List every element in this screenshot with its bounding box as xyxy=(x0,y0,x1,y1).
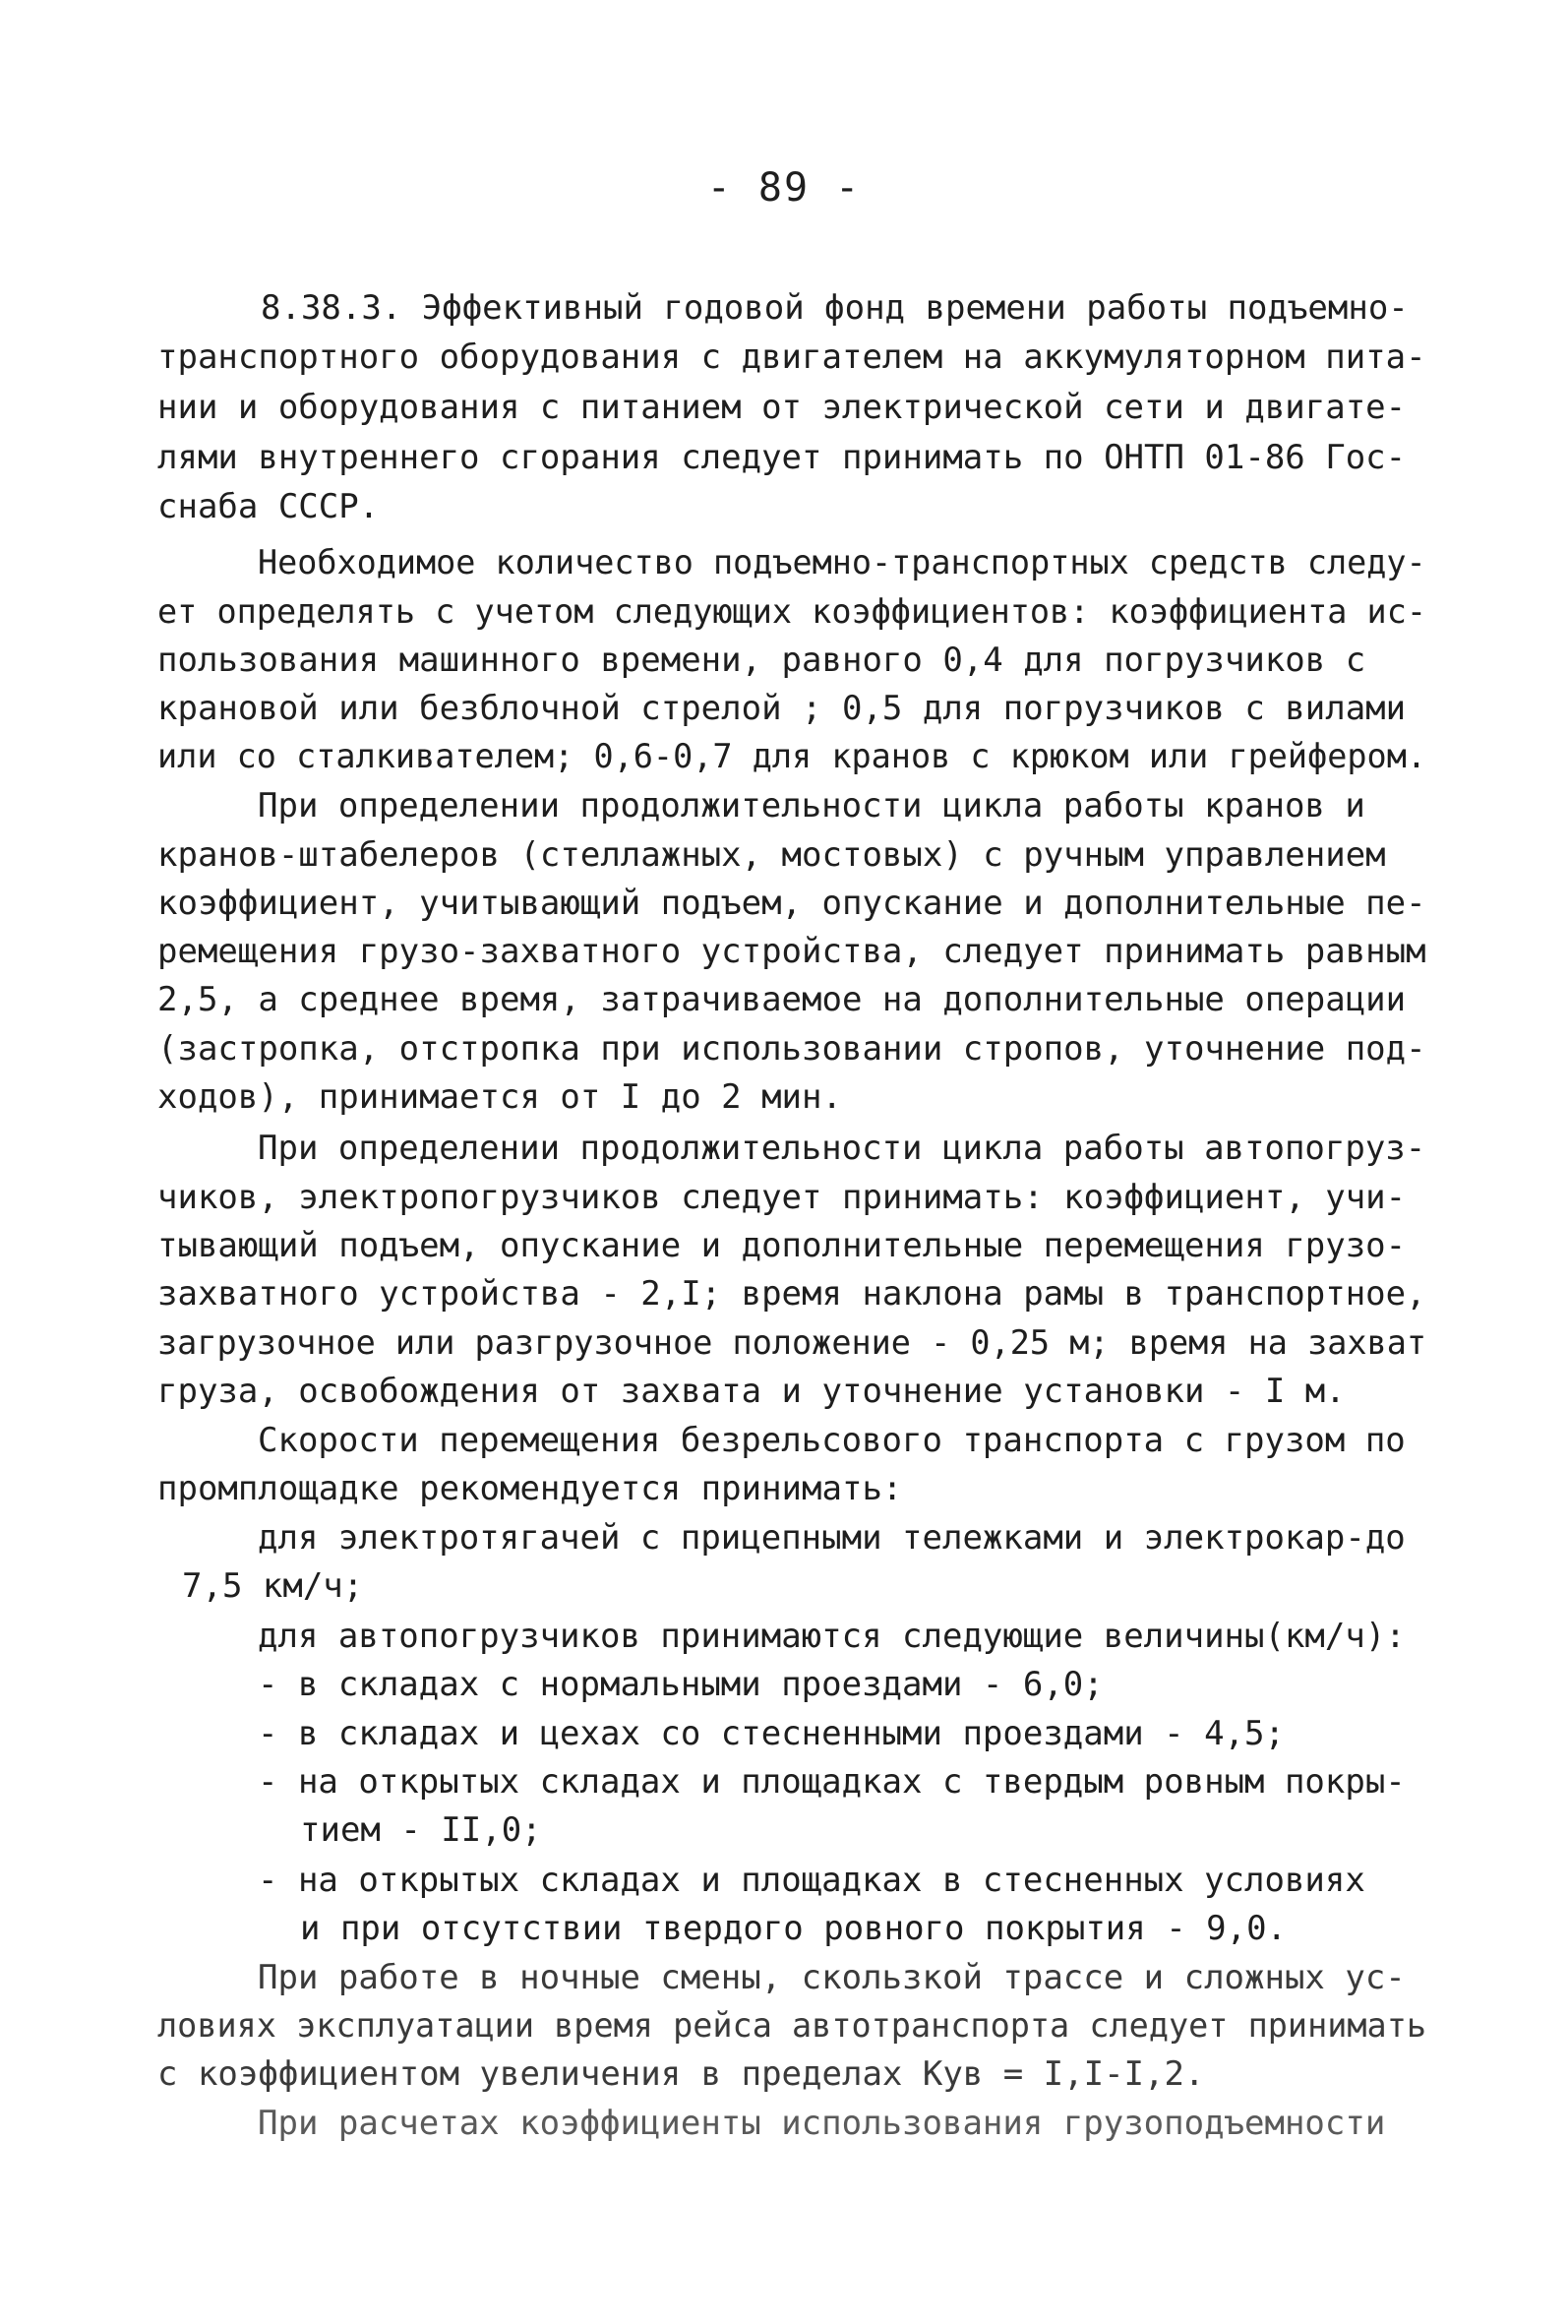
text-line: Скорости перемещения безрельсового транспорта с грузом по xyxy=(258,1421,1406,1460)
text-line: ет определять с учетом следующих коэффициентов: коэффициента ис- xyxy=(157,592,1427,632)
text-line: или со сталкивателем; 0,6-0,7 для кранов с крюком или грейфером. xyxy=(157,737,1427,776)
text-line: 2,5, а среднее время, затрачиваемое на дополнительные операции xyxy=(157,980,1407,1019)
text-line: загрузочное или разгрузочное положение - 0,25 м; время на захват xyxy=(157,1323,1427,1363)
text-line: тием - II,0; xyxy=(300,1810,542,1850)
text-line: чиков, электропогрузчиков следует принимать: коэффициент, учи- xyxy=(157,1178,1407,1217)
text-line: для электротягачей с прицепными тележками и электрокар-до xyxy=(258,1518,1406,1558)
text-line: пользования машинного времени, равного 0,4 для погрузчиков с xyxy=(157,641,1366,680)
text-line: лями внутреннего сгорания следует принимать по ОНТП 01-86 Гос- xyxy=(157,438,1407,477)
text-line: транспортного оборудования с двигателем на аккумуляторном пита- xyxy=(157,337,1426,377)
page-number: - 89 - xyxy=(706,165,862,211)
text-line: - на открытых складах и площадках в стесненных условиях xyxy=(258,1861,1365,1900)
text-line: промплощадке рекомендуется принимать: xyxy=(157,1469,903,1508)
text-line: При определении продолжительности цикла работы кранов и xyxy=(258,786,1365,826)
text-line: коэффициент, учитывающий подъем, опускание и дополнительные пе- xyxy=(157,884,1426,923)
text-line: захватного устройства - 2,I; время наклона рамы в транспортное, xyxy=(157,1274,1426,1314)
text-line: кранов-штабелеров (стеллажных, мостовых) с ручным управлением xyxy=(157,835,1386,875)
text-line: тывающий подъем, опускание и дополнительные перемещения грузо- xyxy=(157,1226,1407,1265)
text-line: снаба СССР. xyxy=(157,487,380,526)
text-line: с коэффициентом увеличения в пределах Кув = I,I-I,2. xyxy=(157,2054,1205,2094)
text-line: - в складах и цехах со стесненными проездами - 4,5; xyxy=(258,1714,1285,1753)
text-line: При определении продолжительности цикла работы автопогруз- xyxy=(258,1129,1426,1168)
text-line: крановой или безблочной стрелой ; 0,5 для погрузчиков с вилами xyxy=(157,689,1407,728)
text-line: 8.38.3. Эффективный годовой фонд времени работы подъемно- xyxy=(261,288,1409,328)
text-line: - на открытых складах и площадках с твердым ровным покры- xyxy=(258,1762,1406,1802)
text-line: ходов), принимается от I до 2 мин. xyxy=(157,1077,842,1117)
text-line: ловиях эксплуатации время рейса автотранспорта следует принимать xyxy=(157,2006,1427,2046)
text-line: для автопогрузчиков принимаются следующие величины(км/ч): xyxy=(258,1617,1406,1656)
text-line: - в складах с нормальными проездами - 6,0; xyxy=(258,1665,1104,1704)
text-line: и при отсутствии твердого ровного покрытия - 9,0. xyxy=(300,1909,1288,1948)
text-line: груза, освобождения от захвата и уточнение установки - I м. xyxy=(157,1372,1346,1411)
text-line: 7,5 км/ч; xyxy=(182,1566,364,1606)
text-line: ремещения грузо-захватного устройства, следует принимать равным xyxy=(157,932,1426,971)
text-line: нии и оборудования с питанием от электрической сети и двигате- xyxy=(157,388,1407,427)
text-line: Необходимое количество подъемно-транспортных средств следу- xyxy=(258,543,1426,582)
text-line: При расчетах коэффициенты использования грузоподъемности xyxy=(258,2104,1386,2143)
text-line: (застропка, отстропка при использовании стропов, уточнение под- xyxy=(157,1029,1426,1069)
text-line: При работе в ночные смены, скользкой трассе и сложных ус- xyxy=(258,1958,1406,1997)
